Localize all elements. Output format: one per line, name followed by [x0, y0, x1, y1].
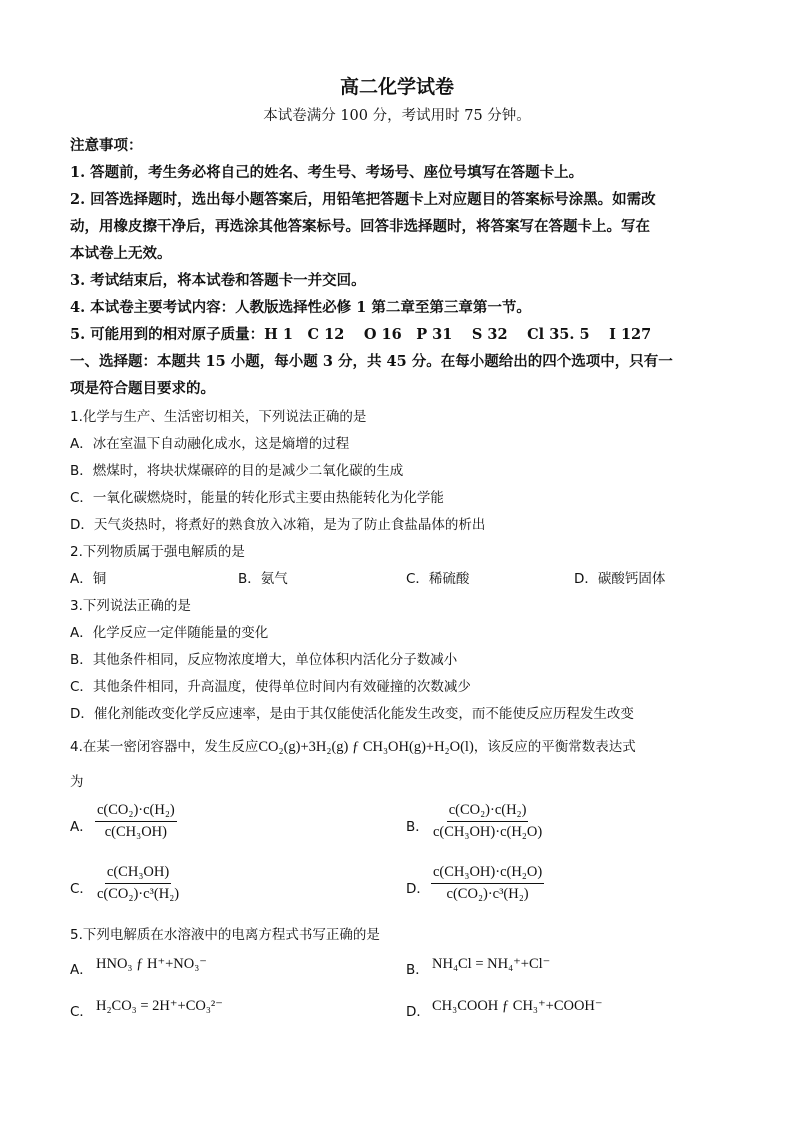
q4-option-b-label: B． — [406, 819, 429, 835]
q1-option-a: A．冰在室温下自动融化成水，这是熵增的过程 — [70, 436, 350, 452]
page-title: 高二化学试卷 — [339, 76, 454, 98]
q4-option-b-numerator: c(CO₂)·c(H₂) — [447, 802, 529, 822]
q4-option-b-denominator: c(CH₃OH)·c(H₂O) — [433, 824, 543, 840]
q5-stem: 5.下列电解质在水溶液中的电离方程式书写正确的是 — [70, 927, 380, 943]
q4-option-c-label: C． — [70, 881, 93, 897]
note-2-line-2: 动，用橡皮擦干净后，再选涂其他答案标号。回答非选择题时，将答案写在答题卡上。写在 — [70, 218, 650, 235]
q4-reaction-equation: CO₂(g)+3H₂(g) ƒ CH₃OH(g)+H₂O(l) — [258, 739, 474, 755]
q5-option-d-equation: CH₃COOH ƒ CH₃⁺+COOH⁻ — [432, 998, 603, 1014]
q4-stem-b: ，该反应的平衡常数表达式 — [473, 739, 636, 755]
note-2-line-1: 2. 回答选择题时，选出每小题答案后，用铅笔把答题卡上对应题目的答案标号涂黑。如需改 — [70, 191, 656, 208]
q4-option-a-denominator: c(CH₃OH) — [104, 824, 167, 840]
q4-option-a-label: A． — [70, 819, 93, 835]
q2-option-d: D．碳酸钙固体 — [574, 571, 666, 587]
note-3: 3. 考试结束后，将本试卷和答题卡一并交回。 — [70, 272, 366, 289]
q4-option-c-denominator: c(CO₂)·c³(H₂) — [97, 886, 180, 902]
q4-option-a-fraction — [95, 802, 177, 841]
q4-stem-a: 4.在某一密闭容器中，发生反应 — [70, 739, 259, 755]
q5-option-b-equation: NH₄Cl = NH₄⁺+Cl⁻ — [432, 956, 551, 972]
q2-stem: 2.下列物质属于强电解质的是 — [70, 544, 245, 560]
q4-option-c-fraction — [95, 864, 181, 903]
note-4: 4. 本试卷主要考试内容：人教版选择性必修 1 第二章至第三章第一节。 — [70, 299, 531, 316]
note-1: 1. 答题前，考生务必将自己的姓名、考生号、考场号、座位号填写在答题卡上。 — [70, 164, 584, 181]
q1-option-d: D．天气炎热时，将煮好的熟食放入冰箱，是为了防止食盐晶体的析出 — [70, 517, 486, 533]
q4-stem-line-1 — [70, 735, 636, 756]
q4-option-d-label: D． — [406, 881, 430, 897]
page-subtitle: 本试卷满分 100 分，考试用时 75 分钟。 — [263, 108, 531, 124]
q5-option-c-label: C． — [70, 1004, 93, 1020]
q2-option-a: A．铜 — [70, 571, 107, 587]
q4-option-b-fraction — [431, 802, 544, 841]
q4-option-d-denominator: c(CO₂)·c³(H₂) — [446, 886, 529, 902]
note-2-line-3: 本试卷上无效。 — [70, 245, 172, 262]
q1-option-c: C．一氧化碳燃烧时，能量的转化形式主要由热能转化为化学能 — [70, 490, 444, 506]
q4-stem-line-2: 为 — [70, 774, 84, 790]
q3-option-b: B．其他条件相同，反应物浓度增大，单位体积内活化分子数减小 — [70, 652, 458, 668]
q5-option-d-label: D． — [406, 1004, 430, 1020]
q2-option-b: B．氨气 — [238, 571, 288, 587]
q3-stem: 3.下列说法正确的是 — [70, 598, 191, 614]
q5-option-b-label: B． — [406, 962, 429, 978]
section-1-heading-line-1: 一、选择题：本题共 15 小题，每小题 3 分，共 45 分。在每小题给出的四个选项中，只有一 — [70, 353, 673, 370]
q2-option-c: C．稀硫酸 — [406, 571, 470, 587]
q5-option-c-equation: H₂CO₃ = 2H⁺+CO₃²⁻ — [96, 998, 223, 1014]
q5-option-a-equation: HNO₃ ƒ H⁺+NO₃⁻ — [96, 956, 207, 972]
notes-heading: 注意事项： — [70, 137, 143, 154]
q4-option-d-numerator: c(CH₃OH)·c(H₂O) — [431, 864, 544, 884]
q5-option-a-label: A． — [70, 962, 93, 978]
note-5: 5. 可能用到的相对原子质量：H 1 C 12 O 16 P 31 S 32 Cl 35. 5 I 127 — [70, 326, 652, 343]
q1-stem: 1.化学与生产、生活密切相关，下列说法正确的是 — [70, 409, 367, 425]
q3-option-a: A．化学反应一定伴随能量的变化 — [70, 625, 269, 641]
q4-option-d-fraction — [431, 864, 544, 903]
q1-option-b: B．燃煤时，将块状煤碾碎的目的是减少二氧化碳的生成 — [70, 463, 404, 479]
q4-option-c-numerator: c(CH₃OH) — [105, 864, 171, 884]
section-1-heading-line-2: 项是符合题目要求的。 — [70, 380, 215, 397]
q3-option-c: C．其他条件相同，升高温度，使得单位时间内有效碰撞的次数减少 — [70, 679, 471, 695]
q3-option-d: D．催化剂能改变化学反应速率，是由于其仅能使活化能发生改变，而不能使反应历程发生改变 — [70, 706, 634, 722]
q4-option-a-numerator: c(CO₂)·c(H₂) — [95, 802, 177, 822]
